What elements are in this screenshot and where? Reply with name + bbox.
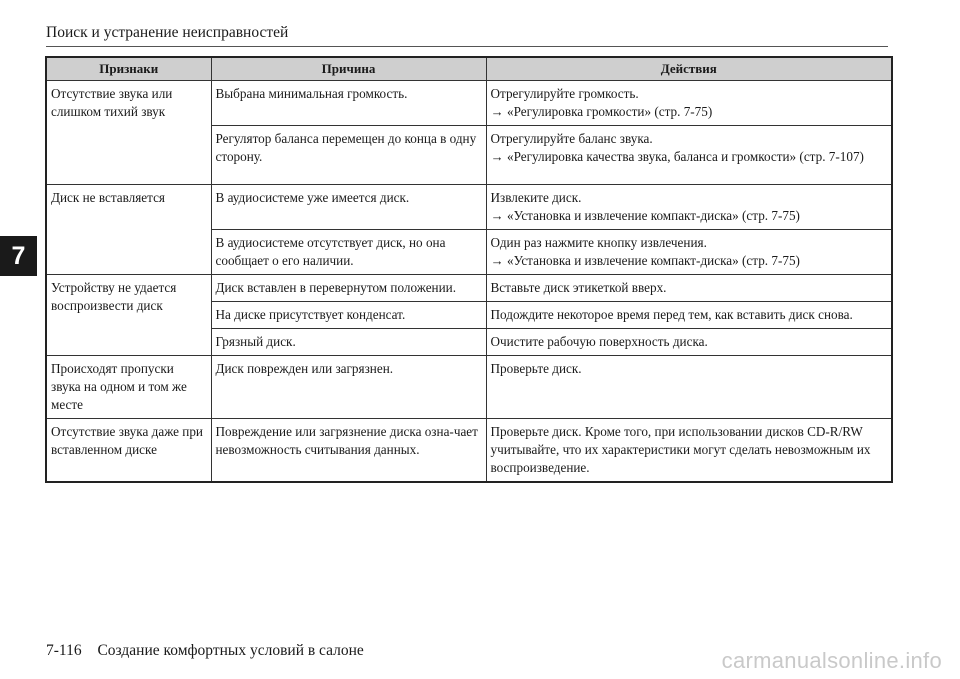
- table-row: [46, 419, 892, 483]
- action-text: Один раз нажмите кнопку извлечения.: [490, 235, 707, 250]
- action-text: Отрегулируйте громкость.: [490, 86, 639, 101]
- cause-cell: На диске присутствует конденсат.: [211, 302, 486, 329]
- cause-cell: Диск поврежден или загрязнен.: [211, 356, 486, 419]
- action-cell: [486, 275, 892, 302]
- action-text: Проверьте диск. Кроме того, при использовании дисков CD-R/RW учитывайте, что их характеристики могут сделать невозможным их воспроизведение.: [490, 424, 871, 475]
- symptom-cell: Отсутствие звука даже при вставленном диске: [46, 419, 211, 483]
- table-row: [46, 81, 892, 126]
- troubleshooting-table: [45, 56, 893, 483]
- cause-cell: В аудиосистеме уже имеется диск.: [211, 185, 486, 230]
- action-cell: [486, 302, 892, 329]
- table-row: [46, 185, 892, 230]
- column-header-actions: Действия: [486, 57, 892, 81]
- chapter-tab: 7: [0, 236, 37, 276]
- action-reference: → «Установка и извлечение компакт-диска» (стр. 7-75): [490, 253, 800, 268]
- page-header-title: Поиск и устранение неисправностей: [46, 24, 289, 41]
- action-reference: → «Регулировка громкости» (стр. 7-75): [490, 104, 713, 119]
- action-cell: [486, 185, 892, 230]
- cause-cell: Повреждение или загрязнение диска озна-чает невозможность считывания данных.: [211, 419, 486, 483]
- action-text: Подождите некоторое время перед тем, как вставить диск снова.: [490, 307, 853, 322]
- action-reference: → «Регулировка качества звука, баланса и громкости» (стр. 7-107): [490, 149, 864, 164]
- symptom-cell: Отсутствие звука или слишком тихий звук: [46, 81, 211, 185]
- table-row: [46, 275, 892, 302]
- action-cell: [486, 126, 892, 185]
- action-cell: [486, 81, 892, 126]
- symptom-cell: Диск не вставляется: [46, 185, 211, 275]
- action-text: Отрегулируйте баланс звука.: [490, 131, 653, 146]
- action-text: Очистите рабочую поверхность диска.: [490, 334, 708, 349]
- action-cell: [486, 329, 892, 356]
- symptom-cell: Устройству не удается воспроизвести диск: [46, 275, 211, 356]
- cause-cell: В аудиосистеме отсутствует диск, но она сообщает о его наличии.: [211, 230, 486, 275]
- cause-cell: Диск вставлен в перевернутом положении.: [211, 275, 486, 302]
- watermark: carmanualsonline.info: [721, 648, 942, 673]
- header-divider: [46, 46, 888, 47]
- action-cell: [486, 356, 892, 419]
- action-text: Проверьте диск.: [490, 361, 582, 376]
- symptom-cell: Происходят пропуски звука на одном и том же месте: [46, 356, 211, 419]
- action-cell: [486, 419, 892, 483]
- page-number: 7-116: [46, 642, 82, 659]
- action-reference: → «Установка и извлечение компакт-диска» (стр. 7-75): [490, 208, 800, 223]
- column-header-cause: Причина: [211, 57, 486, 81]
- cause-cell: Выбрана минимальная громкость.: [211, 81, 486, 126]
- action-text: Вставьте диск этикеткой вверх.: [490, 280, 667, 295]
- table-header-row: [46, 57, 892, 81]
- cause-cell: Грязный диск.: [211, 329, 486, 356]
- table-row: [46, 356, 892, 419]
- action-text: Извлеките диск.: [490, 190, 582, 205]
- page-footer: [46, 642, 364, 660]
- section-title: Создание комфортных условий в салоне: [97, 642, 364, 659]
- action-cell: [486, 230, 892, 275]
- column-header-symptoms: Признаки: [46, 57, 211, 81]
- cause-cell: Регулятор баланса перемещен до конца в одну сторону.: [211, 126, 486, 185]
